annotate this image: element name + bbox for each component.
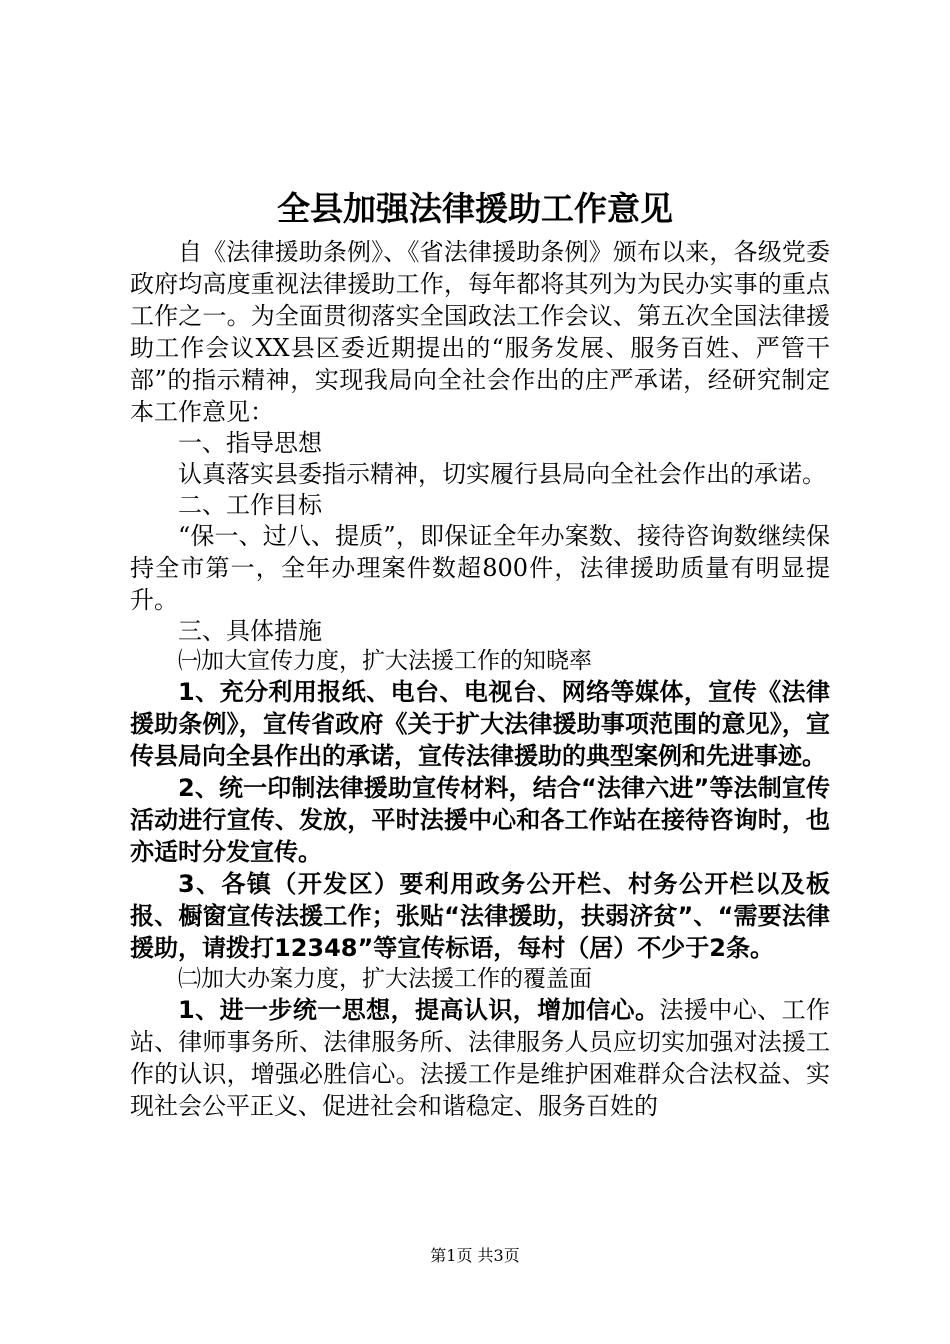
work-goal-paragraph: “保一、过八、提质”，即保证全年办案数、接待咨询数继续保持全市第一，全年办理案件数超800件，法律援助质量有明显提升。: [130, 522, 830, 614]
intro-paragraph: 自《法律援助条例》、《省法律援助条例》颁布以来，各级党委政府均高度重视法律援助工作，每年都将其列为为民办实事的重点工作之一。为全面贯彻落实全国政法工作会议、第五次全国法律援助工作会议XX县区委近期提出的“服务发展、服务百姓、严管干部”的指示精神，实现我局向全社会作出的庄严承诺，经研究制定本工作意见：: [130, 238, 830, 426]
subsection-heading-publicity: ㈠加大宣传力度，扩大法援工作的知晓率: [178, 648, 592, 674]
section-heading-work-goal: 二、工作目标: [178, 491, 322, 519]
publicity-item-3: 3、各镇（开发区）要利用政务公开栏、村务公开栏以及板报、橱窗宣传法援工作；张贴“法律援助，扶弱济贫”、“需要法律援助，请拨打12348”等宣传标语，每村（居）不少于2条。: [130, 870, 830, 962]
subsection-heading-casework: ㈡加大办案力度，扩大法援工作的覆盖面: [178, 966, 592, 992]
section-heading-guiding-thought: 一、指导思想: [178, 429, 322, 457]
publicity-item-2: 2、统一印制法律援助宣传材料，结合“法律六进”等法制宣传活动进行宣传、发放，平时法援中心和各工作站在接待咨询时，也亦适时分发宣传。: [130, 774, 830, 866]
page-footer: 第1页 共3页: [430, 1246, 520, 1265]
guiding-thought-paragraph: 认真落实县委指示精神，切实履行县局向全社会作出的承诺。: [178, 460, 826, 488]
section-heading-measures: 三、具体措施: [178, 617, 322, 645]
publicity-item-1: 1、充分利用报纸、电台、电视台、网络等媒体，宣传《法律援助条例》，宣传省政府《关于扩大法律援助事项范围的意见》，宣传县局向全县作出的承诺，宣传法律援助的典型案例和先进事迹。: [130, 678, 830, 770]
document-title: 全县加强法律援助工作意见: [277, 189, 673, 228]
casework-item-1-lead: 1、进一步统一思想，提高认识，增加信心。: [178, 996, 660, 1024]
document-body: [130, 236, 830, 1122]
casework-item-1-text: 法援中心、工作站、律师事务所、法律服务所、法律服务人员应切实加强对法援工作的认识，增强必胜信心。法援工作是维护困难群众合法权益、实现社会公平正义、促进社会和谐稳定、服务百姓的: [130, 996, 830, 1120]
casework-item-1: [130, 994, 830, 1122]
